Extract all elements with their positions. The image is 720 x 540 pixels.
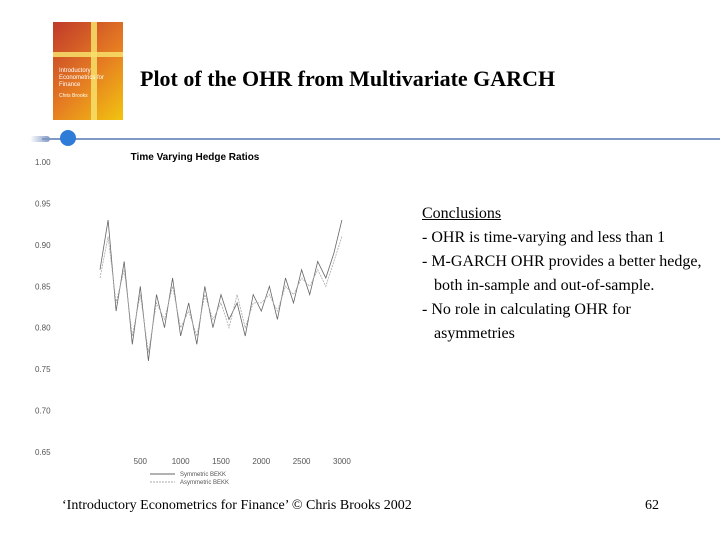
conclusions-panel [422,202,702,346]
x-tick-label: 1500 [212,457,230,466]
y-tick-label: 0.85 [35,282,51,292]
y-tick-label: 1.00 [35,158,51,167]
cover-author: Chris Brooks [59,93,88,99]
cover-cross-horizontal [53,52,123,57]
x-tick-label: 2000 [252,457,271,466]
x-tick-label: 2500 [292,457,311,466]
legend-label: Symmetric BEKK [180,472,227,478]
y-tick-label: 0.95 [35,199,51,209]
legend-label: Asymmetric BEKK [180,480,230,486]
chart-title: Time Varying Hedge Ratios [130,152,260,163]
x-axis-ticks [134,457,352,466]
book-cover [53,22,123,120]
x-tick-label: 3000 [333,457,351,466]
conclusions-heading: Conclusions [422,205,502,222]
slide-title: Plot of the OHR from Multivariate GARCH [140,66,556,91]
conclusion-item: - No role in calculating OHR for asymmetries [422,301,631,342]
y-axis-ticks [35,158,51,457]
y-tick-label: 0.90 [35,240,51,250]
series-layer [100,220,342,361]
y-tick-label: 0.65 [35,448,51,457]
conclusion-item: - M-GARCH OHR provides a better hedge, both in-sample and out-of-sample. [422,253,702,294]
x-tick-label: 1000 [171,457,190,466]
hedge-ratio-chart [0,140,420,500]
slide-footer: ‘Introductory Econometrics for Finance’ © Chris Brooks 2002 [62,498,412,513]
page-number: 62 [645,498,659,513]
cover-text [59,68,117,100]
chart-legend [150,472,229,486]
conclusion-item: - OHR is time-varying and less than 1 [422,229,666,246]
x-tick-label: 500 [133,457,148,466]
cover-title: Introductory Econometrics for Finance [59,68,105,88]
y-tick-label: 0.70 [35,406,51,416]
series-line [100,220,342,361]
y-tick-label: 0.75 [35,365,51,375]
y-tick-label: 0.80 [35,323,51,333]
